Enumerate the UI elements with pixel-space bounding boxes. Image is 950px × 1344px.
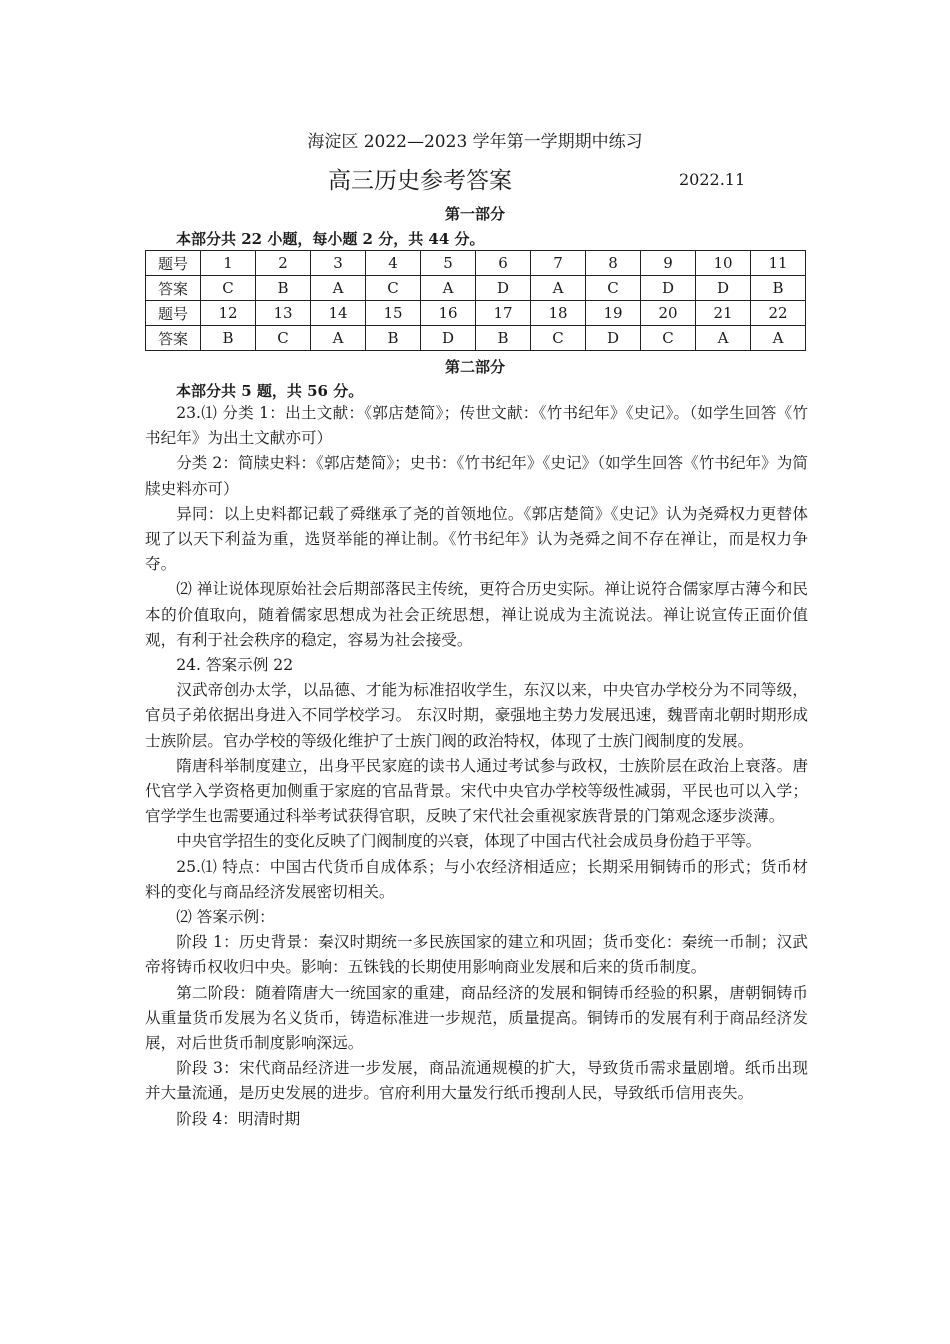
part2-heading: 第二部分	[444, 358, 505, 376]
table-row	[146, 326, 806, 351]
answer-cell: C	[531, 326, 586, 351]
answer-cell: A	[311, 276, 366, 301]
question-number: 1	[201, 251, 256, 276]
question-number: 15	[366, 301, 421, 326]
answer-cell: B	[751, 276, 806, 301]
answer-cell: C	[641, 326, 696, 351]
question-number: 19	[586, 301, 641, 326]
exam-date: 2022.11	[679, 170, 746, 189]
paragraph: 分类 2：简牍史料：《郭店楚简》；史书：《竹书纪年》《史记》（如学生回答《竹书纪年》为简牍史料亦可）	[145, 454, 808, 498]
answer-cell: C	[256, 326, 311, 351]
exam-title: 海淀区 2022—2023 学年第一学期期中练习	[307, 132, 643, 152]
paragraph: 24. 答案示例 22	[176, 656, 294, 675]
answer-cell: D	[696, 276, 751, 301]
question-number: 12	[201, 301, 256, 326]
question-number: 4	[366, 251, 421, 276]
answer-cell: A	[751, 326, 806, 351]
question-number: 17	[476, 301, 531, 326]
question-number: 10	[696, 251, 751, 276]
part2-note: 本部分共 5 题，共 56 分。	[176, 382, 364, 400]
paragraph: ⑵ 禅让说体现原始社会后期部落民主传统，更符合历史实际。禅让说符合儒家厚古薄今和民本的价值取向，随着儒家思想成为社会正统思想，禅让说成为主流说法。禅让说宣传正面价值观，有利于社会秩序的稳定，容易为社会接受。	[145, 580, 808, 649]
question-number: 5	[421, 251, 476, 276]
answer-cell: C	[586, 276, 641, 301]
paragraph: 隋唐科举制度建立，出身平民家庭的读书人通过考试参与政权，士族阶层在政治上衰落。唐代官学入学资格更加侧重于家庭的官品背景。宋代中央官办学校等级性减弱，平民也可以入学；官学学生也需要通过科举考试获得官职，反映了宋代社会重视家族背景的门第观念逐步淡薄。	[145, 756, 808, 826]
answer-cell: B	[201, 326, 256, 351]
question-number: 6	[476, 251, 531, 276]
page-title: 高三历史参考答案	[328, 168, 512, 194]
answer-cell: B	[256, 276, 311, 301]
table-row	[146, 301, 806, 326]
answer-cell: A	[311, 326, 366, 351]
paragraph: 阶段 1：历史背景：秦汉时期统一多民族国家的建立和巩固；货币变化：秦统一币制；汉武帝将铸币权收归中央。影响：五铢钱的长期使用影响商业发展和后来的货币制度。	[145, 933, 808, 977]
answer-table	[145, 250, 806, 351]
table-row	[146, 251, 806, 276]
answer-cell: D	[586, 326, 641, 351]
paragraph: 阶段 3：宋代商品经济进一步发展，商品流通规模的扩大，导致货币需求量剧增。纸币出现并大量流通，是历史发展的进步。官府利用大量发行纸币搜刮人民，导致纸币信用丧失。	[145, 1059, 808, 1103]
answer-cell: B	[366, 326, 421, 351]
part1-heading: 第一部分	[444, 205, 505, 223]
question-number: 21	[696, 301, 751, 326]
paragraph: 25.⑴ 特点：中国古代货币自成体系；与小农经济相适应；长期采用铜铸币的形式；货币材料的变化与商品经济发展密切相关。	[145, 857, 808, 901]
answer-cell: D	[641, 276, 696, 301]
table-row	[146, 276, 806, 301]
question-number: 20	[641, 301, 696, 326]
question-number: 18	[531, 301, 586, 326]
paragraph: 异同：以上史料都记载了舜继承了尧的首领地位。《郭店楚简》《史记》认为尧舜权力更替体现了以天下利益为重，选贤举能的禅让制。《竹书纪年》认为尧舜之间不存在禅让，而是权力争夺。	[145, 504, 808, 574]
question-number: 2	[256, 251, 311, 276]
answer-cell: A	[531, 276, 586, 301]
question-number: 8	[586, 251, 641, 276]
paragraph: 第二阶段：随着隋唐大一统国家的重建，商品经济的发展和铜铸币经验的积累，唐朝铜铸币从重量货币发展为名义货币，铸造标准进一步规范，质量提高。铜铸币的发展有利于商品经济发展，对后世货币制度影响深远。	[145, 983, 808, 1053]
paragraph: 阶段 4：明清时期	[176, 1109, 301, 1128]
part1-note: 本部分共 22 小题，每小题 2 分，共 44 分。	[176, 230, 485, 248]
question-number: 3	[311, 251, 366, 276]
row-label: 答案	[146, 276, 201, 301]
paragraph: ⑵ 答案示例：	[176, 908, 275, 927]
question-number: 22	[751, 301, 806, 326]
question-number: 9	[641, 251, 696, 276]
answer-cell: A	[421, 276, 476, 301]
question-number: 11	[751, 251, 806, 276]
answer-body	[145, 401, 808, 1132]
question-number: 16	[421, 301, 476, 326]
row-label: 题号	[146, 301, 201, 326]
question-number: 7	[531, 251, 586, 276]
question-number: 14	[311, 301, 366, 326]
answer-cell: D	[421, 326, 476, 351]
answer-cell: C	[201, 276, 256, 301]
row-label: 答案	[146, 326, 201, 351]
answer-cell: B	[476, 326, 531, 351]
paragraph: 23.⑴ 分类 1：出土文献：《郭店楚简》；传世文献：《竹书纪年》《史记》。（如学生回答《竹书纪年》为出土文献亦可）	[145, 404, 808, 448]
answer-cell: A	[696, 326, 751, 351]
row-label: 题号	[146, 251, 201, 276]
paragraph: 中央官学招生的变化反映了门阀制度的兴衰，体现了中国古代社会成员身份趋于平等。	[176, 832, 762, 851]
paragraph: 汉武帝创办太学，以品德、才能为标准招收学生，东汉以来，中央官办学校分为不同等级，官员子弟依据出身进入不同学校学习。 东汉时期，豪强地主势力发展迅速，魏晋南北朝时期形成士族阶层。官办学校的等级化维护了士族门阀的政治特权，体现了士族门阀制度的发展。	[145, 681, 808, 750]
answer-cell: D	[476, 276, 531, 301]
answer-cell: C	[366, 276, 421, 301]
question-number: 13	[256, 301, 311, 326]
